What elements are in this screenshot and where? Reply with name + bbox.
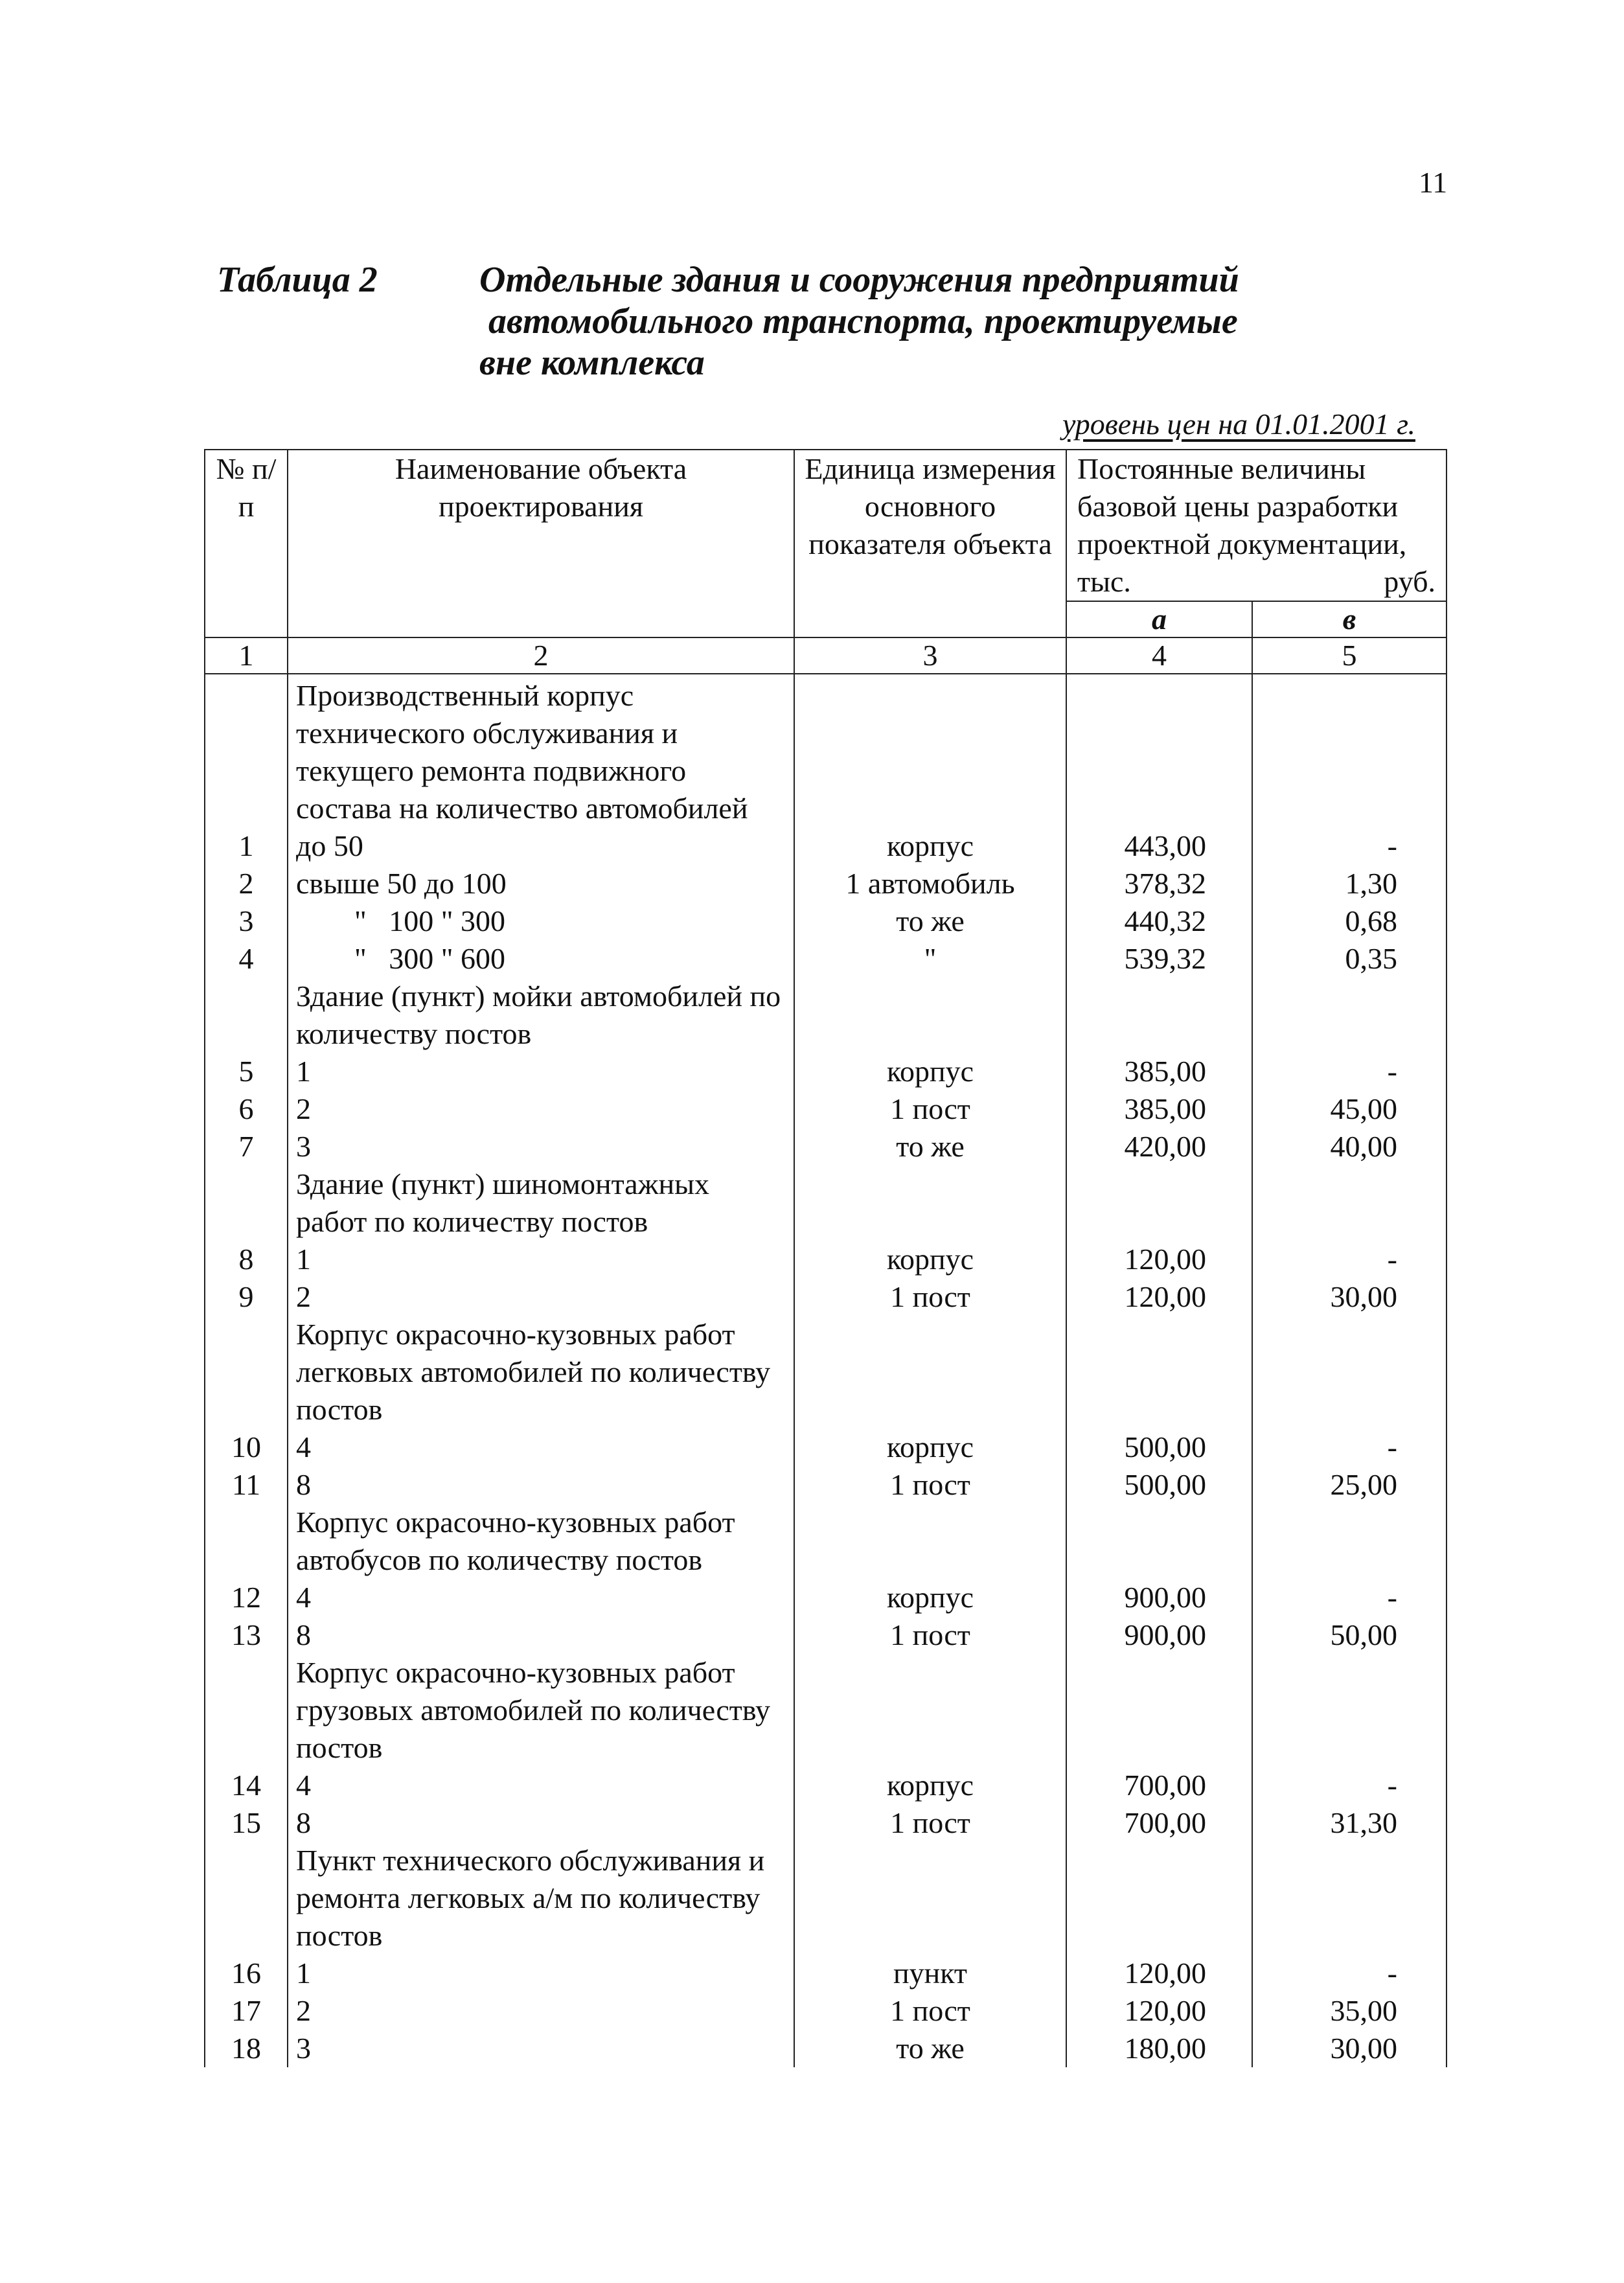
row-value-b: 40,00 [1252, 1128, 1447, 1165]
group-title-cell: Пункт технического обслуживания и ремонта легковых а/м по количеству постов [288, 1842, 794, 1955]
row-name: 1 [288, 1053, 794, 1090]
group-title-cell: Корпус окрасочно-кузовных работ грузовых автомобилей по количеству постов [288, 1654, 794, 1767]
table-row [205, 902, 1447, 940]
table-title [479, 259, 1239, 384]
row-value-a: 900,00 [1066, 1579, 1252, 1616]
row-value-b: - [1252, 1767, 1447, 1804]
group-unit-cell [794, 1504, 1066, 1579]
row-value-a: 500,00 [1066, 1428, 1252, 1466]
row-name: 2 [288, 1992, 794, 2030]
row-value-a: 500,00 [1066, 1466, 1252, 1504]
row-name [288, 902, 794, 940]
row-name: 3 [288, 1128, 794, 1165]
table-row [205, 940, 1447, 978]
table-row [205, 1053, 1447, 1090]
header-name [288, 450, 794, 637]
row-number: 11 [205, 1466, 288, 1504]
table-row [205, 1128, 1447, 1165]
table-title-line: вне комплекса [479, 343, 705, 383]
row-name: 4 [288, 1428, 794, 1466]
row-number: 16 [205, 1955, 288, 1992]
row-value-a: 180,00 [1066, 2030, 1252, 2067]
header-base-price-text: Постоянные величины базовой цены разработки проектной документации, тыс. руб. [1077, 452, 1435, 598]
row-value-a: 539,32 [1066, 940, 1252, 978]
page-number: 11 [1419, 166, 1448, 199]
row-number: 3 [205, 902, 288, 940]
row-number: 12 [205, 1579, 288, 1616]
row-unit: корпус [794, 827, 1066, 865]
row-value-a: 420,00 [1066, 1128, 1252, 1165]
row-unit: то же [794, 2030, 1066, 2067]
table-header-row [205, 450, 1447, 601]
row-unit: корпус [794, 1053, 1066, 1090]
buildings-table [204, 449, 1447, 2067]
row-number: 4 [205, 940, 288, 978]
table-row [205, 1241, 1447, 1278]
group-value-a-cell [1066, 1842, 1252, 1955]
group-unit-cell [794, 978, 1066, 1053]
row-value-a: 700,00 [1066, 1804, 1252, 1842]
table-row [205, 1992, 1447, 2030]
table-body [205, 674, 1447, 2067]
group-number-cell [205, 1504, 288, 1579]
row-value-a: 120,00 [1066, 1992, 1252, 2030]
column-number: 5 [1252, 637, 1447, 674]
table-row [205, 1955, 1447, 1992]
row-value-b: - [1252, 1053, 1447, 1090]
header-base-price [1066, 450, 1447, 601]
row-value-a: 120,00 [1066, 1955, 1252, 1992]
row-name: 8 [288, 1616, 794, 1654]
table-label: Таблица 2 [217, 260, 378, 300]
row-number: 5 [205, 1053, 288, 1090]
table-row [205, 1428, 1447, 1466]
table-group-row [205, 1165, 1447, 1241]
header-name-text: Наименование объекта проектирования [395, 452, 687, 523]
row-unit: 1 автомобиль [794, 865, 1066, 902]
group-value-a-cell [1066, 1165, 1252, 1241]
row-value-b: - [1252, 1241, 1447, 1278]
row-number: 8 [205, 1241, 288, 1278]
group-unit-cell [794, 1654, 1066, 1767]
row-name: свыше 50 до 100 [288, 865, 794, 902]
row-value-b: 35,00 [1252, 1992, 1447, 2030]
column-number: 1 [205, 637, 288, 674]
group-value-a-cell [1066, 978, 1252, 1053]
price-level-note: уровень цен на 01.01.2001 г. [1062, 407, 1415, 441]
row-unit: 1 пост [794, 1466, 1066, 1504]
row-value-b: 31,30 [1252, 1804, 1447, 1842]
group-value-a-cell [1066, 1504, 1252, 1579]
row-number: 10 [205, 1428, 288, 1466]
row-value-a: 443,00 [1066, 827, 1252, 865]
row-name: 4 [288, 1767, 794, 1804]
group-value-a-cell [1066, 1316, 1252, 1428]
table-title-line: Отдельные здания и сооружения предприятий [479, 260, 1239, 300]
row-number: 7 [205, 1128, 288, 1165]
row-number: 1 [205, 827, 288, 865]
group-value-b-cell [1252, 1504, 1447, 1579]
row-value-b: 45,00 [1252, 1090, 1447, 1128]
column-number: 3 [794, 637, 1066, 674]
row-value-a: 385,00 [1066, 1053, 1252, 1090]
row-number: 14 [205, 1767, 288, 1804]
group-title-cell: Корпус окрасочно-кузовных работ легковых автомобилей по количеству постов [288, 1316, 794, 1428]
group-title-cell: Здание (пункт) мойки автомобилей по количеству постов [288, 978, 794, 1053]
subheader-a: а [1066, 601, 1252, 637]
row-name: 4 [288, 1579, 794, 1616]
table-group-row [205, 1654, 1447, 1767]
row-value-a: 120,00 [1066, 1278, 1252, 1316]
group-number-cell [205, 1316, 288, 1428]
group-title-cell: Здание (пункт) шиномонтажных работ по количеству постов [288, 1165, 794, 1241]
row-name-text: " 300 " 600 [354, 942, 506, 975]
row-unit: 1 пост [794, 1090, 1066, 1128]
row-unit: корпус [794, 1241, 1066, 1278]
group-title-cell: Производственный корпус технического обслуживания и текущего ремонта подвижного состава на количество автомобилей [288, 674, 794, 827]
row-value-a: 900,00 [1066, 1616, 1252, 1654]
row-value-b: - [1252, 1579, 1447, 1616]
header-unit [794, 450, 1066, 637]
table-row [205, 1767, 1447, 1804]
table-row [205, 827, 1447, 865]
table-row [205, 1466, 1447, 1504]
group-value-b-cell [1252, 978, 1447, 1053]
row-unit: 1 пост [794, 1616, 1066, 1654]
group-number-cell [205, 1165, 288, 1241]
row-name: 1 [288, 1241, 794, 1278]
row-name: 8 [288, 1466, 794, 1504]
group-number-cell [205, 674, 288, 827]
row-value-a: 120,00 [1066, 1241, 1252, 1278]
row-value-a: 700,00 [1066, 1767, 1252, 1804]
row-value-b: 30,00 [1252, 2030, 1447, 2067]
row-unit: корпус [794, 1767, 1066, 1804]
row-value-b: 0,68 [1252, 902, 1447, 940]
row-name: 3 [288, 2030, 794, 2067]
group-unit-cell [794, 1842, 1066, 1955]
table-title-line: автомобильного транспорта, проектируемые [488, 301, 1238, 341]
row-number: 2 [205, 865, 288, 902]
row-name: 8 [288, 1804, 794, 1842]
row-unit: пункт [794, 1955, 1066, 1992]
group-number-cell [205, 1654, 288, 1767]
table-group-row [205, 1842, 1447, 1955]
group-value-b-cell [1252, 674, 1447, 827]
row-name: 1 [288, 1955, 794, 1992]
group-value-b-cell [1252, 1165, 1447, 1241]
row-unit: 1 пост [794, 1992, 1066, 2030]
row-value-b: 25,00 [1252, 1466, 1447, 1504]
row-value-b: 0,35 [1252, 940, 1447, 978]
row-value-b: 1,30 [1252, 865, 1447, 902]
column-number: 2 [288, 637, 794, 674]
row-name: 2 [288, 1090, 794, 1128]
row-unit: 1 пост [794, 1804, 1066, 1842]
row-unit: 1 пост [794, 1278, 1066, 1316]
row-unit: то же [794, 1128, 1066, 1165]
table-row [205, 865, 1447, 902]
row-unit: корпус [794, 1428, 1066, 1466]
row-unit: то же [794, 902, 1066, 940]
row-number: 17 [205, 1992, 288, 2030]
table-group-row [205, 978, 1447, 1053]
group-value-a-cell [1066, 674, 1252, 827]
table-group-row [205, 674, 1447, 827]
group-value-b-cell [1252, 1842, 1447, 1955]
column-number: 4 [1066, 637, 1252, 674]
row-unit: корпус [794, 1579, 1066, 1616]
row-value-b: 30,00 [1252, 1278, 1447, 1316]
group-title-cell: Корпус окрасочно-кузовных работ автобусов по количеству постов [288, 1504, 794, 1579]
row-value-b: - [1252, 827, 1447, 865]
row-value-b: 50,00 [1252, 1616, 1447, 1654]
column-number-row [205, 637, 1447, 674]
row-value-b: - [1252, 1428, 1447, 1466]
table-row [205, 1579, 1447, 1616]
table-row [205, 1804, 1447, 1842]
row-name: 2 [288, 1278, 794, 1316]
row-number: 15 [205, 1804, 288, 1842]
group-unit-cell [794, 674, 1066, 827]
table-group-row [205, 1316, 1447, 1428]
group-value-a-cell [1066, 1654, 1252, 1767]
row-value-a: 378,32 [1066, 865, 1252, 902]
table-row [205, 1278, 1447, 1316]
table-row [205, 1616, 1447, 1654]
row-name [288, 940, 794, 978]
row-name-text: " 100 " 300 [354, 904, 506, 937]
row-number: 9 [205, 1278, 288, 1316]
table-group-row [205, 1504, 1447, 1579]
row-number: 13 [205, 1616, 288, 1654]
subheader-b: в [1252, 601, 1447, 637]
table-row [205, 2030, 1447, 2067]
table-row [205, 1090, 1447, 1128]
group-value-b-cell [1252, 1654, 1447, 1767]
row-value-a: 440,32 [1066, 902, 1252, 940]
group-number-cell [205, 1842, 288, 1955]
group-value-b-cell [1252, 1316, 1447, 1428]
row-value-b: - [1252, 1955, 1447, 1992]
row-unit: " [794, 940, 1066, 978]
row-number: 18 [205, 2030, 288, 2067]
header-number-text: № п/п [216, 452, 277, 523]
row-value-a: 385,00 [1066, 1090, 1252, 1128]
group-unit-cell [794, 1316, 1066, 1428]
row-number: 6 [205, 1090, 288, 1128]
row-name: до 50 [288, 827, 794, 865]
group-unit-cell [794, 1165, 1066, 1241]
group-number-cell [205, 978, 288, 1053]
header-number [205, 450, 288, 637]
header-unit-text: Единица измерения основного показателя объекта [805, 452, 1056, 560]
